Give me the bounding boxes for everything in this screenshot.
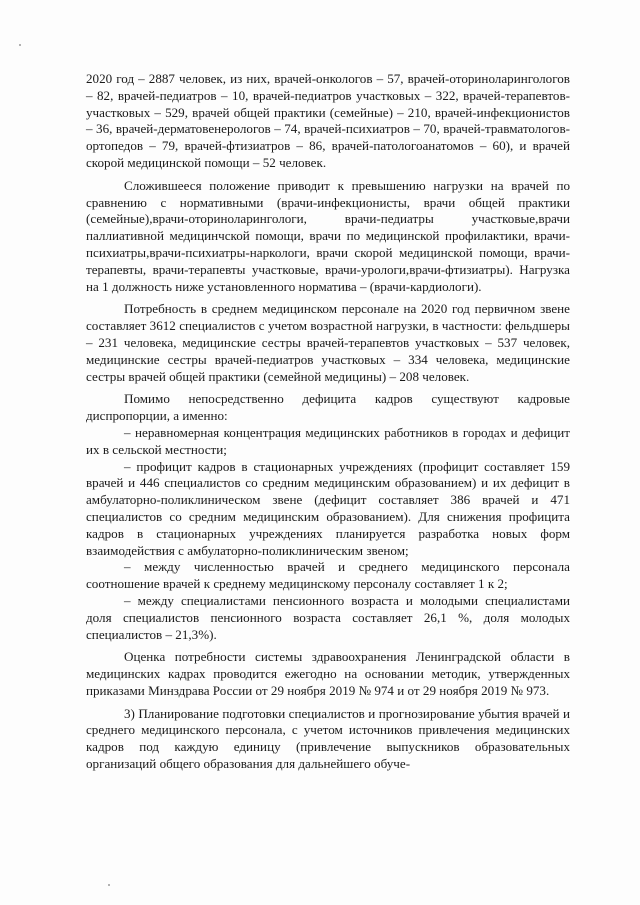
list-item-inpatient-surplus: – профицит кадров в стационарных учреждениях (профицит составляет 159 врачей и 446 специалистов со средним медицинским образованием) и их дефицит в амбулаторно-поликлиническом звене (дефицит составляет 386 врачей и 471 специалистов со средним медицинским образованием). Для снижения профицита кадров в стационарных учреждениях планируется разработка новых форм взаимодействия с амбулаторно-поликлиническим звеном; [86, 458, 570, 558]
list-item-age-structure: – между специалистами пенсионного возраста и молодыми специалистами доля специалистов пенсионного возраста составляет 26,1 %, доля молодых специалистов – 21,3%). [86, 592, 570, 642]
scan-speck [19, 44, 21, 46]
paragraph-demand-assessment: Оценка потребности системы здравоохранения Ленинградской области в медицинских кадрах проводится ежегодно на основании методик, утвержденных приказами Минздрава России от 29 ноября 2019 № 974 и от 29 ноября 2019 № 973. [86, 649, 570, 698]
paragraph-workload-excess: Сложившееся положение приводит к превышению нагрузки на врачей по сравнению с нормативными (врачи-инфекционисты, врачи общей практики (семейные),врачи-оториноларингологи, врачи-педиатры участковые,врачи паллиативной медицинчской помощи, врачи по медицинской профилактики, врачи-психиатры,врачи-психиатры-наркологи, врачи скорой медицинской помощи, врачи-терапевты, врачи-терапевты участковые, врачи-урологи,врачи-фтизиатры). Нагрузка на 1 должность ниже установленного норматива – (врачи-кардиологи). [86, 177, 570, 294]
list-item-doctor-nurse-ratio: – между численностью врачей и среднего медицинского персонала соотношение врачей к среднему медицинскому персоналу составляет 1 к 2; [86, 559, 570, 592]
paragraph-nursing-demand: Потребность в среднем медицинском персонале на 2020 год первичном звене составляет 3612 специалистов с учетом возрастной нагрузки, в частности: фельдшеры – 231 человека, медицинские сестры врачей-терапевтов участковых – 537 человек, медицинские сестры врачей-педиатров участковых – 334 человека, медицинские сестры врачей общей практики (семейной медицины) – 208 человек. [86, 301, 570, 384]
document-body [86, 71, 570, 773]
paragraph-training-planning: 3) Планирование подготовки специалистов и прогнозирование убытия врачей и среднего медицинского персонала, с учетом источников привлечения медицинских кадров под каждую единицу (привлечение выпускников образовательных организаций общего образования для дальнейшего обуче- [86, 705, 570, 772]
paragraph-staff-shortage-by-specialty: 2020 год – 2887 человек, из них, врачей-онкологов – 57, врачей-оториноларингологов – 82, врачей-педиатров – 10, врачей-педиатров участковых – 322, врачей-терапевтов-участковых – 529, врачей общей практики (семейные) – 210, врачей-инфекционистов – 36, врачей-дерматовенерологов – 74, врачей-психиатров – 70, врачей-травматологов-ортопедов – 79, врачей-фтизиатров – 86, врачей-патологоанатомов – 60), и врачей скорой медицинской помощи – 52 человек. [86, 71, 570, 170]
list-item-urban-rural: – неравномерная концентрация медицинских работников в городах и дефицит их в сельской местности; [86, 424, 570, 457]
paragraph-disproportions-intro: Помимо непосредственно дефицита кадров существуют кадровые диспропорции, а именно: [86, 391, 570, 424]
scan-speck [108, 884, 110, 886]
